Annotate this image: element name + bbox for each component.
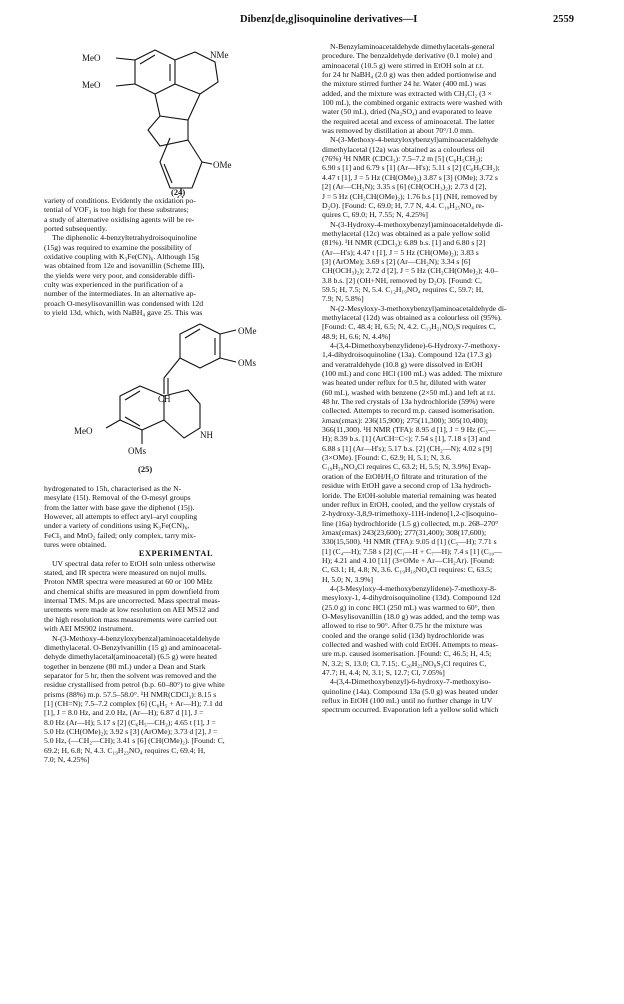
text-line: and chemical shifts are measured in ppm downfield from: [44, 586, 220, 596]
text-line: the high resolution mass measurements were carried out: [44, 614, 217, 624]
text-line: collected. Attempts to record m.p. caused isomerisation.: [322, 406, 495, 416]
text-line: quinoline (14a). Compound 13a (5.0 g) was heated under: [322, 686, 498, 696]
text-line: N-Benzylaminoacetaldehyde dimethylacetals-general: [330, 42, 495, 51]
text-line: a study of alternative oxidising agents will be re-: [44, 214, 195, 224]
text-line: 4-(3-Mesyloxy-4-methoxybenzylidene)-7-methoxy-8-: [330, 583, 497, 593]
text-line: dehyde dimethylacetal(aminoacetal) (6.5 g) were heated: [44, 652, 217, 662]
text-line: quires C, 69.0; H, 7.55; N, 4.25%]: [322, 210, 428, 220]
text-line: culty was experienced in the purification of a: [44, 280, 183, 290]
text-line: H, 5.0; N, 3.9%]: [322, 574, 374, 584]
text-line: [2] (Ar—CH₂N); 3.35 s [6] (CH(OCH₃)₂); 2.73 d [2],: [322, 182, 487, 192]
text-line: the mixture stirred further 24 hr. Water (400 mL) was: [322, 79, 487, 89]
text-line: dimethylacetal. O-Benzylvanillin (15 g) and aminoacetal-: [44, 642, 222, 652]
text-line: (100 mL) and conc HCl (100 mL) was added. The mixture: [322, 369, 503, 379]
text-line: the required acetal and excess of aminoacetal. The latter: [322, 116, 495, 126]
text-line: However, all attempts to effect aryl–aryl coupling: [44, 512, 198, 522]
text-line: J = 5 Hz (CH₂CH(OMe)₂); 1.76 b.s [1] (NH, removed by: [322, 191, 498, 201]
text-line: tures were obtained.: [44, 540, 107, 550]
text-line: [1] (CH=N); 7.5–7.2 complex [6] (C₆H₅ + Ar—H); 7.1 dd: [44, 698, 223, 708]
text-line: UV spectral data refer to EtOH soln unless otherwise: [52, 558, 216, 568]
text-line: (76%) ¹H NMR (CDCl₃): 7.5–7.2 m [5] (C₆H₅CH₂);: [322, 154, 483, 164]
text-line: allowed to rise to 90°. After 0.75 hr the mixture was: [322, 621, 483, 631]
section-heading-experimental: EXPERIMENTAL: [138, 549, 214, 559]
text-line: [3] (ArOMe); 3.69 s [2] (Ar—CH₂N); 3.34 s [6]: [322, 256, 471, 266]
text-line: 59.5; H, 7.5; N, 5.4. C₁₂H₁₉NO₄ requires C, 59.7; H,: [322, 284, 484, 294]
text-line: 7.0; N, 4.25%]: [44, 754, 90, 764]
text-line: loride. The EtOH-soluble material remaining was heated: [322, 490, 497, 500]
text-line: H); 4.21 and 4.10 [11] (3×OMe + Ar—CH₂Ar). [Found:: [322, 555, 495, 565]
text-line: 2-hydroxy-3,8,9-trimethoxy-11H-indeno[1,2-c]isoquino-: [322, 509, 497, 519]
figure-label-25: (25): [138, 464, 153, 474]
atom-ch: CH: [158, 394, 171, 404]
text-line: [Found: C, 48.4; H, 6.5; N, 4.2. C₁₃H₂₁NO₆S requires C,: [322, 322, 496, 332]
text-line: N-(3-Methoxy-4-benzyloxybenzal)aminoacetaldehyde: [52, 633, 220, 643]
text-line: urements were made at low resolution on AEI MS12 and: [44, 605, 219, 615]
text-line: N-(3-Hydroxy-4-methoxybenzyl)aminoacetaldehyde di-: [330, 219, 504, 229]
text-line: C, 63.1; H, 4.8; N, 3.6. C₁₉H₁₈NO₄Cl requires: C, 63.5;: [322, 565, 493, 575]
text-line: 8.0 Hz (Ar—H); 5.17 s [2] (C₆H₅—CH₂); 4.65 t [1], J =: [44, 717, 216, 727]
text-line: and veratraldehyde (10.8 g) were dissolved in EtOH: [322, 359, 483, 369]
figure-label-24: (24): [171, 187, 186, 197]
text-line: (25.0 g) in conc HCl (250 mL) was warmed to 60°, then: [322, 602, 495, 612]
text-line: collected and washed with cold EtOH. Attempts to meas-: [322, 640, 499, 649]
text-line: under reflux in EtOH, cooled, and the yellow crystals of: [322, 499, 495, 509]
text-line: methylacetal (12c) was obtained as a pale yellow solid: [322, 228, 490, 238]
text-line: residue crystallised from petrol (b.p. 60–80°) to give white: [44, 680, 225, 690]
structure-24: [60, 42, 290, 198]
text-line: 48.9; H, 6.6; N, 4.4%]: [322, 331, 391, 341]
atom-ome: OMe: [238, 326, 257, 336]
text-line: 6.90 s [1] and 6.79 s [1] (Ar—H's); 5.11 s [2] (C₆H₅CH₂);: [322, 163, 500, 173]
text-line: hydrogenated to 15h, characterised as the N-: [44, 484, 182, 493]
left-text-block-b: [44, 484, 308, 764]
atom-ome: OMe: [213, 160, 232, 170]
text-line: CH(OCH₃)₂); 2.72 d [2], J = 5 Hz (CH₂CH(OMe)₂); 4.0–: [322, 266, 499, 276]
text-line: dimethylacetal (12a) was obtained as a colourless oil: [322, 144, 485, 154]
text-line: 6.88 s [1] (Ar—H's); 5.17 b.s. [2] (CH₂—N); 4.02 s [9]: [322, 443, 492, 453]
text-line: (60 mL), washed with benzene (2×50 mL) and left at r.t.: [322, 387, 496, 397]
text-line: oration of the EtOH/H₂O filtrate and trituration of the: [322, 471, 487, 481]
text-line: spectrum occurred. Evaporation left a yellow solid which: [322, 705, 499, 715]
text-line: 5.0 Hz, (—CH₂—CH); 3.41 s [6] (CH(OMe)₂). [Found: C,: [44, 736, 225, 746]
atom-oms-top: OMs: [238, 358, 257, 368]
text-line: methylacetal (12d) was obtained as a colourless oil (95%).: [322, 312, 502, 322]
text-line: aminoacetal (10.5 g) were stirred in EtOH soln at r.t.: [322, 60, 484, 70]
text-line: mesyloxy-1, 4-dihydroisoquinoline (13d). Compound 12d: [322, 593, 501, 603]
text-line: D₂O). [Found: C, 69.0; H, 7.7 N, 4.4. C₁₉H₂₅NO₄ re-: [322, 200, 485, 210]
text-line: number of the intermediates. In an alternative ap-: [44, 289, 196, 299]
text-line: tential of VOF₃ is too high for these substrates;: [44, 205, 189, 215]
text-line: 48 hr. The red crystals of 13a hydrochloride (59%) were: [322, 397, 495, 407]
text-line: O-Mesylisovanillin (18.0 g) was added, and the temp was: [322, 611, 500, 621]
text-line: N, 3.2; S, 13.0; Cl, 7.15;. C₂₀H₂₂NO₈S₂Cl requires C,: [322, 658, 487, 668]
text-line: was heated under reflux for 0.5 hr, diluted with water: [322, 378, 486, 388]
text-line: (15g) was required to examine the possibility of: [44, 242, 192, 252]
page-header: [0, 14, 624, 34]
text-line: 5.0 Hz (CH(OMe)₂); 3.92 s [3] (ArOMe); 3.73 d [2], J =: [44, 726, 218, 736]
structure-25: [60, 320, 290, 484]
text-line: 7.9; N, 5.8%]: [322, 294, 364, 304]
text-line: 330(15,500). ¹H NMR (TFA): 9.05 d [1] (C₅—H); 7.71 s: [322, 537, 497, 547]
atom-nh: NH: [200, 430, 213, 440]
left-text-block-a: [44, 196, 308, 317]
text-line: procedure. The benzaldehyde derivative (0.1 mole) and: [322, 51, 493, 61]
text-line: mesylate (15l). Removal of the O-mesyl groups: [44, 493, 191, 503]
text-line: 4-(3,4-Dimethoxybenzylidene)-6-Hydroxy-7-methoxy-: [330, 341, 501, 350]
atom-meo-top: MeO: [82, 53, 101, 63]
text-line: [1], J = 8.0 Hz, and 2.0 Hz, (Ar—H); 6.87 d [1], J =: [44, 708, 204, 718]
text-line: separator for 5 hr, then the solvent was removed and the: [44, 670, 217, 680]
text-line: λmax(εmax) 243(23,600); 277(31,400); 308(17,600);: [322, 527, 487, 537]
text-line: added, and the mixture was extracted with CH₂Cl₂ (3 ×: [322, 88, 492, 98]
text-line: was removed by distillation at about 70°/1.0 mm.: [322, 126, 474, 136]
text-line: cooled and the orange solid (13d) hydrochloride was: [322, 630, 485, 640]
text-line: 4.47 t [1], J = 5 Hz (CH(OMe)₂) 3.87 s [3] (OMe); 3.72 s: [322, 172, 498, 182]
text-line: Proton NMR spectra were measured at 60 or 100 MHz: [44, 577, 213, 587]
text-line: C₁₉H₂₀NO₄Cl requires C, 63.2; H, 5.5; N, 3.9%] Evap-: [322, 462, 491, 472]
right-text-column: [322, 42, 584, 715]
text-line: 100 mL), the combined organic extracts were washed with: [322, 98, 503, 108]
text-line: N-(3-Methoxy-4-benzyloxybenzyl)aminoacetaldehyde: [330, 135, 499, 145]
text-line: the yields were very poor, and considerable diffi-: [44, 270, 196, 280]
text-line: (3×OMe). [Found: C, 62.9; H, 5.1; N, 3.6.: [322, 453, 452, 463]
text-line: (Ar—H's); 4.47 t [1], J = 5 Hz (CH(OMe)₂); 3.83 s: [322, 247, 479, 257]
text-line: prisms (88%) m.p. 57.5–58.0°. ¹H NMR(CDCl₃): 8.15 s: [44, 689, 217, 699]
text-line: under a variety of conditions using K₃Fe(CN)₆,: [44, 521, 190, 531]
text-line: for 24 hr NaBH₄ (2.0 g) was then added portionwise and: [322, 70, 497, 80]
text-line: N-(2-Mesyloxy-3-methoxybenzyl)aminoacetaldehyde di-: [330, 303, 507, 313]
text-line: 4-(3,4-Dimethoxybenzyl)-6-hydroxy-7-methoxyiso-: [330, 677, 491, 687]
running-title: Dibenz[de,g]isoquinoline derivatives—I: [240, 14, 418, 25]
atom-meo-mid: MeO: [82, 80, 101, 90]
text-line: [1] (C₄—H); 7.58 s [2] (C₁—H + C₇—H); 7.4 s [1] (C₁₀—: [322, 546, 502, 556]
atom-nme: NMe: [210, 50, 229, 60]
text-line: stated, and IR spectra were measured on nujol mulls.: [44, 568, 207, 578]
atom-oms-bottom: OMs: [128, 446, 147, 456]
text-line: reflux in EtOH (100 mL) until no further change in UV: [322, 696, 493, 706]
text-line: FeCl₃ and MnO₂ failed; only complex, tarry mix-: [44, 530, 196, 540]
text-line: line (16a) hydrochloride (1.5 g) collected, m.p. 268–270°: [322, 518, 499, 528]
text-line: (81%). ¹H NMR (CDCl₃): 6.89 b.s. [1] and 6.80 s [2]: [322, 238, 486, 248]
text-line: was obtained from 12e and isovanillin (Scheme III),: [44, 261, 205, 271]
text-line: water (50 mL), dried (Na₂SO₄) and evaporated to leave: [322, 107, 492, 117]
text-line: λmax(εmax): 236(15,900); 275(11,300); 305(10,400);: [322, 415, 488, 425]
atom-meo: MeO: [74, 426, 93, 436]
text-line: 3.8 b.s. [2] (OH+NH, removed by D₂O). [Found: C,: [322, 275, 482, 285]
text-line: proach O-mesylisovanillin was condensed with 12d: [44, 298, 204, 308]
text-line: The diphenolic 4-benzyltetrahydroisoquinoline: [52, 233, 197, 243]
text-line: together in benzene (80 mL) under a Dean and Stark: [44, 661, 206, 671]
text-line: 1,4-dihydroisoquinoline (13a). Compound 12a (17.3 g): [322, 350, 492, 360]
text-line: ure m.p. caused isomerisation. [Found: C, 46.5; H, 4.5;: [322, 649, 492, 659]
text-line: to yield 13d, which, with NaBH₄ gave 25. This was: [44, 308, 203, 318]
text-line: 366(11,300). ¹H NMR (TFA): 8.95 d [1], J = 9 Hz (C₃—: [322, 425, 496, 435]
page-number: 2559: [553, 14, 574, 25]
text-line: from the latter with base gave the diphenol (15j).: [44, 502, 195, 512]
text-line: internal TMS. M.ps are uncorrected. Mass spectral meas-: [44, 596, 221, 606]
text-line: variety of conditions. Evidently the oxidation po-: [44, 196, 196, 205]
text-line: H); 8.39 b.s. [1] (ArCH=C<); 7.54 s [1], 7.18 s [3] and: [322, 434, 491, 444]
text-line: with AEI MS902 instrument.: [44, 624, 134, 634]
text-line: 69.2; H, 6.8; N, 4.3. C₁₉H₂₃NO₄ requires C, 69.4; H,: [44, 745, 206, 755]
text-line: 47.7; H, 4.4; N, 3.1; S, 12.7; Cl, 7.05%]: [322, 668, 445, 678]
text-line: ported subsequently.: [44, 224, 108, 234]
text-line: residue with EtOH gave a second crop of 13a hydroch-: [322, 481, 492, 491]
text-line: oxidative coupling with K₃Fe(CN)₆. Although 15g: [44, 252, 200, 262]
